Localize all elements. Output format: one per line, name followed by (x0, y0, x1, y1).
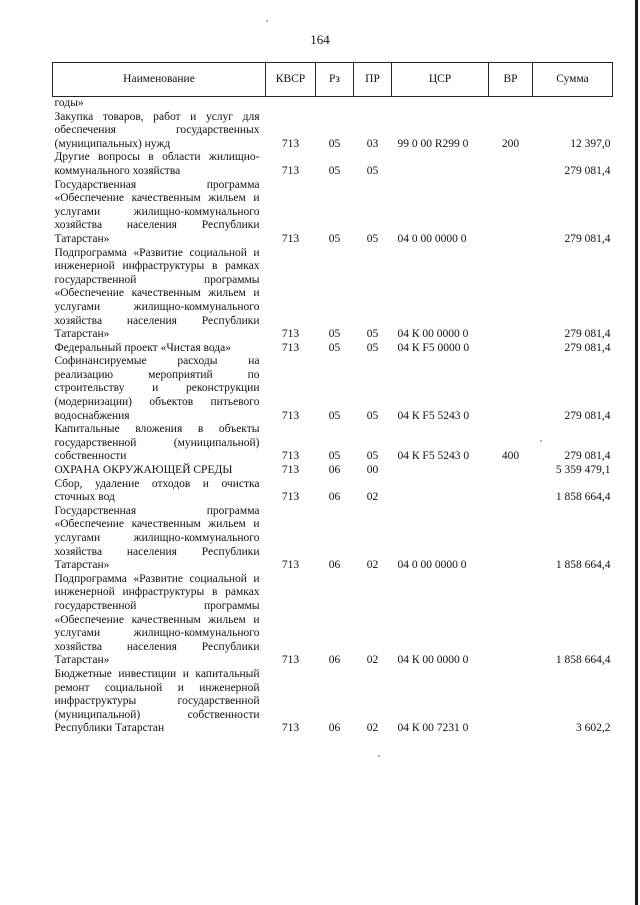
row-rz: 05 (328, 137, 341, 150)
row-rz: 05 (328, 164, 341, 177)
row-csr: 04 К F5 0000 0 (397, 341, 470, 354)
row-name: ОХРАНА ОКРУЖАЮЩЕЙ СРЕДЫ (54, 464, 233, 477)
row-pr: 05 (366, 164, 379, 177)
row-csr: 04 К F5 5243 0 (397, 450, 470, 463)
row-sum: 279 081,4 (564, 450, 611, 463)
row-rz: 05 (328, 232, 341, 245)
row-pr: 05 (366, 409, 379, 422)
row-rz: 06 (328, 491, 341, 504)
row-vr (489, 505, 533, 573)
row-pr: 02 (366, 722, 379, 735)
row-kvsr: 713 (281, 409, 300, 422)
row-pr: 05 (366, 341, 379, 354)
row-vr (489, 478, 533, 505)
row-pr (354, 97, 392, 111)
row-sum: 5 359 479,1 (555, 464, 611, 477)
row-vr: 400 (501, 450, 520, 463)
header-pr: ПР (354, 63, 392, 97)
row-vr (489, 97, 533, 111)
row-sum: 279 081,4 (564, 164, 611, 177)
row-pr: 03 (366, 137, 379, 150)
table-row (53, 355, 613, 423)
row-csr (392, 97, 489, 111)
table-row (53, 478, 613, 505)
table-row (53, 111, 613, 152)
row-csr: 04 0 00 0000 0 (397, 232, 467, 245)
table-row (53, 573, 613, 668)
row-vr (489, 573, 533, 668)
row-name: Государственная программа «Обеспечение качественным жильем и услугами жилищно-коммунального хозяйства населения Республики Татарстан» (54, 178, 260, 245)
row-vr (489, 668, 533, 736)
row-vr: 200 (501, 137, 520, 150)
row-kvsr: 713 (281, 164, 300, 177)
row-rz: 05 (328, 450, 341, 463)
row-csr (392, 151, 489, 178)
row-name: Федеральный проект «Чистая вода» (54, 341, 231, 354)
row-kvsr: 713 (281, 559, 300, 572)
page-number: 164 (310, 32, 330, 47)
header-sum: Сумма (533, 63, 613, 97)
row-name: Софинансируемые расходы на реализацию мероприятий по строительству и реконструкции (модернизации) объектов питьевого водоснабжения (54, 355, 260, 422)
row-kvsr: 713 (281, 450, 300, 463)
row-vr (489, 179, 533, 247)
row-name: годы» (54, 97, 84, 109)
header-rz: Рз (316, 63, 354, 97)
row-rz: 05 (328, 409, 341, 422)
row-kvsr: 713 (281, 341, 300, 354)
row-rz: 05 (328, 328, 341, 341)
table-header-row (53, 63, 613, 97)
row-csr (392, 478, 489, 505)
row-name: Другие вопросы в области жилищно-коммунального хозяйства (54, 151, 260, 177)
row-pr: 05 (366, 450, 379, 463)
row-rz (316, 97, 354, 111)
row-sum: 3 602,2 (576, 722, 611, 735)
table-row (53, 179, 613, 247)
row-vr (489, 247, 533, 342)
row-vr (489, 151, 533, 178)
row-csr (392, 464, 489, 478)
row-kvsr: 713 (281, 137, 300, 150)
scan-speck (540, 440, 542, 442)
row-csr: 99 0 00 R299 0 (397, 137, 469, 150)
row-name: Бюджетные инвестиции и капитальный ремонт социальной и инженерной инфраструктуры государственной (муниципальной) собственности Республики Татарстан (54, 667, 260, 735)
row-kvsr (266, 97, 316, 111)
row-sum: 279 081,4 (564, 409, 611, 422)
row-name: Капитальные вложения в объекты государственной (муниципальной) собственности (54, 423, 260, 463)
table-row (53, 151, 613, 178)
scan-speck (266, 20, 268, 22)
row-csr: 04 К F5 5243 0 (397, 409, 470, 422)
table-row (53, 423, 613, 464)
row-name: Подпрограмма «Развитие социальной и инженерной инфраструктуры в рамках государственной программы «Обеспечение качественным жильем и услугами жилищно-коммунального хозяйства населения Республики Татарстан» (54, 246, 260, 341)
table-body (53, 97, 613, 736)
row-sum: 12 397,0 (570, 137, 611, 150)
row-pr: 05 (366, 328, 379, 341)
row-kvsr: 713 (281, 654, 300, 667)
row-sum: 279 081,4 (564, 341, 611, 354)
table-row (53, 668, 613, 736)
table-row (53, 464, 613, 478)
row-csr: 04 0 00 0000 0 (397, 559, 467, 572)
row-pr: 05 (366, 232, 379, 245)
row-kvsr: 713 (281, 232, 300, 245)
scan-speck (378, 755, 380, 757)
row-pr: 02 (366, 559, 379, 572)
row-kvsr: 713 (281, 328, 300, 341)
header-vr: ВР (489, 63, 533, 97)
row-sum: 279 081,4 (564, 328, 611, 341)
row-rz: 06 (328, 654, 341, 667)
row-sum: 1 858 664,4 (555, 491, 611, 504)
row-name: Государственная программа «Обеспечение качественным жильем и услугами жилищно-коммунального хозяйства населения Республики Татарстан» (54, 504, 260, 572)
row-kvsr: 713 (281, 491, 300, 504)
header-kvsr: КВСР (266, 63, 316, 97)
row-kvsr: 713 (281, 464, 300, 477)
table-row (53, 505, 613, 573)
table-row (53, 97, 613, 111)
row-pr: 02 (366, 491, 379, 504)
row-name: Подпрограмма «Развитие социальной и инженерной инфраструктуры в рамках государственной программы «Обеспечение качественным жильем и услугами жилищно-коммунального хозяйства населения Республики Татарстан» (54, 572, 260, 667)
row-kvsr: 713 (281, 722, 300, 735)
header-name: Наименование (53, 63, 266, 97)
row-name: Сбор, удаление отходов и очистка сточных вод (54, 477, 260, 504)
table-row (53, 247, 613, 342)
row-sum: 1 858 664,4 (555, 559, 611, 572)
row-sum (533, 97, 613, 111)
row-vr (489, 342, 533, 356)
row-csr: 04 К 00 7231 0 (397, 722, 469, 735)
row-rz: 06 (328, 559, 341, 572)
row-rz: 06 (328, 722, 341, 735)
row-rz: 05 (328, 341, 341, 354)
row-name: Закупка товаров, работ и услуг для обеспечения государственных (муниципальных) нужд (54, 110, 260, 150)
row-csr: 04 К 00 0000 0 (397, 328, 469, 341)
row-pr: 00 (366, 464, 379, 477)
row-pr: 02 (366, 654, 379, 667)
row-sum: 279 081,4 (564, 232, 611, 245)
header-csr: ЦСР (392, 63, 489, 97)
row-vr (489, 464, 533, 478)
row-sum: 1 858 664,4 (555, 654, 611, 667)
scan-edge-shadow (635, 0, 638, 905)
table-row (53, 342, 613, 356)
row-rz: 06 (328, 464, 341, 477)
row-vr (489, 355, 533, 423)
row-csr: 04 К 00 0000 0 (397, 654, 469, 667)
budget-table (52, 62, 613, 736)
